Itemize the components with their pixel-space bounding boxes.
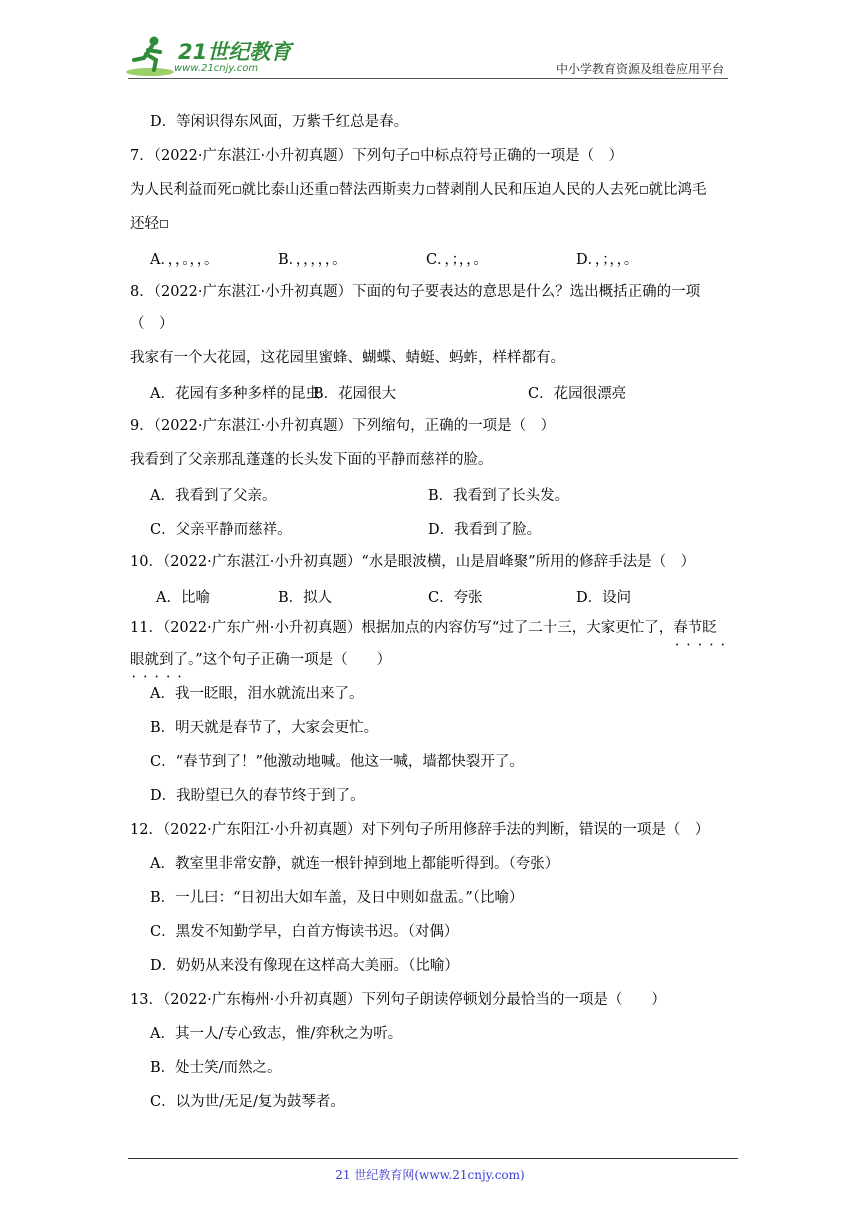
q9-option-c[interactable]: C．父亲平静而慈祥。: [150, 522, 292, 538]
q8-text: 我家有一个大花园，这花园里蜜蜂、蝴蝶、蜻蜓、蚂蚱，样样都有。: [130, 350, 565, 366]
q13-option-b[interactable]: B．处士笑/而然之。: [150, 1060, 282, 1076]
platform-name: 中小学教育资源及组卷应用平台: [555, 62, 724, 76]
q8-option-a[interactable]: A．花园有多种多样的昆虫: [150, 386, 320, 402]
q8-stem: 8．（2022·广东湛江·小升初真题）下面的句子要表达的意思是什么？选出概括正确的一项: [130, 284, 701, 300]
q9-option-a[interactable]: A．我看到了父亲。: [150, 488, 277, 504]
q7-text-line2: [130, 214, 169, 234]
q11-option-c[interactable]: C．“春节到了！”他激动地喊。他这一喊，墙都快裂开了。: [150, 754, 524, 770]
footer-divider: [128, 1158, 738, 1159]
q11-stem-part: 到了。”这个句子正确一项是（ ）: [159, 652, 392, 668]
q8-paren: （ ）: [130, 316, 174, 332]
q9-option-b[interactable]: B．我看到了长头发。: [428, 488, 570, 504]
runner-icon: [124, 34, 176, 78]
q9-stem: 9．（2022·广东湛江·小升初真题）下列缩句，正确的一项是（ ）: [130, 418, 556, 434]
q10-option-b[interactable]: B．拟人: [278, 590, 333, 606]
q11-option-b[interactable]: B．明天就是春节了，大家会更忙。: [150, 720, 379, 736]
dotted-emphasis: 春节眨 • • •: [673, 620, 717, 636]
q10-option-d[interactable]: D．设问: [576, 590, 632, 606]
q7-text-part: 还轻: [130, 216, 159, 232]
placeholder-box: [640, 186, 648, 194]
q13-option-c[interactable]: C．以为世/无足/复为鼓琴者。: [150, 1094, 345, 1110]
q7-option-c[interactable]: C．，；，，。: [426, 252, 488, 268]
q13-option-a[interactable]: A．其一人/专心致志，惟/弈秋之为听。: [150, 1026, 403, 1042]
q7-option-d[interactable]: D．，；，，。: [576, 252, 639, 268]
q11-stem-cont: [130, 650, 391, 670]
placeholder-box: [411, 152, 419, 160]
q7-stem: [130, 146, 623, 166]
q11-option-d[interactable]: D．我盼望已久的春节终于到了。: [150, 788, 365, 804]
logo-url: www.21cnjy.com: [174, 63, 259, 74]
q10-option-a[interactable]: A．比喻: [156, 590, 210, 606]
q6-option-d: D．等闲识得东风面，万紫千红总是春。: [150, 114, 409, 130]
q11-stem-part: 11．（2022·广东广州·小升初真题）根据加点的内容仿写“过了二十三，大家更忙了，: [130, 620, 674, 636]
q10-option-c[interactable]: C．夸张: [428, 590, 483, 606]
q7-text-line1: [130, 180, 707, 200]
q7-text-part: 就比泰山还重: [241, 182, 329, 198]
q7-option-b[interactable]: B．，，，，，。: [278, 252, 347, 268]
q7-text-part: 为人民利益而死: [130, 182, 232, 198]
q7-text-part: 就比鸿毛: [648, 182, 707, 198]
q10-stem: 10．（2022·广东湛江·小升初真题）“水是眼波横，山是眉峰聚”所用的修辞手法是（ ）: [130, 554, 696, 570]
logo-text: 21世纪教育: [178, 40, 292, 64]
q12-stem: 12．（2022·广东阳江·小升初真题）对下列句子所用修辞手法的判断，错误的一项是（ ）: [130, 822, 710, 838]
q9-text: 我看到了父亲那乱蓬蓬的长头发下面的平静而慈祥的脸。: [130, 452, 493, 468]
q7-text-part: 替法西斯卖力: [338, 182, 426, 198]
placeholder-box: [330, 186, 338, 194]
q8-option-b[interactable]: B．花园很大: [313, 386, 397, 402]
q7-stem-part: 7．（2022·广东湛江·小升初真题）下列句子: [130, 148, 411, 164]
q12-option-b[interactable]: B．一儿曰：“日初出大如车盖，及日中则如盘盂。”（比喻）: [150, 890, 524, 906]
q9-option-d[interactable]: D．我看到了脸。: [428, 522, 542, 538]
site-logo[interactable]: [124, 34, 294, 78]
q13-stem: 13．（2022·广东梅州·小升初真题）下列句子朗读停顿划分最恰当的一项是（ ）: [130, 992, 666, 1008]
placeholder-box: [160, 220, 168, 228]
q11-stem: [130, 618, 717, 638]
placeholder-box: [233, 186, 241, 194]
q8-option-c[interactable]: C．花园很漂亮: [528, 386, 627, 402]
header-divider: [128, 78, 728, 79]
q7-stem-part: 中标点符号正确的一项是（ ）: [420, 148, 624, 164]
q12-option-d[interactable]: D．奶奶从来没有像现在这样高大美丽。（比喻）: [150, 958, 459, 974]
page-header: [0, 0, 860, 80]
q7-text-part: 替剥削人民和压迫人民的人去死: [435, 182, 639, 198]
footer-text[interactable]: 21 世纪教育网(www.21cnjy.com): [335, 1168, 525, 1182]
placeholder-box: [427, 186, 435, 194]
q12-option-a[interactable]: A．教室里非常安静，就连一根针掉到地上都能听得到。（夸张）: [150, 856, 560, 872]
q11-option-a[interactable]: A．我一眨眼，泪水就流出来了。: [150, 686, 364, 702]
q12-option-c[interactable]: C．黑发不知勤学早，白首方悔读书迟。（对偶）: [150, 924, 459, 940]
q7-option-a[interactable]: A．，，。，，。: [150, 252, 219, 268]
dotted-emphasis: 眼就 • • •: [130, 652, 159, 668]
